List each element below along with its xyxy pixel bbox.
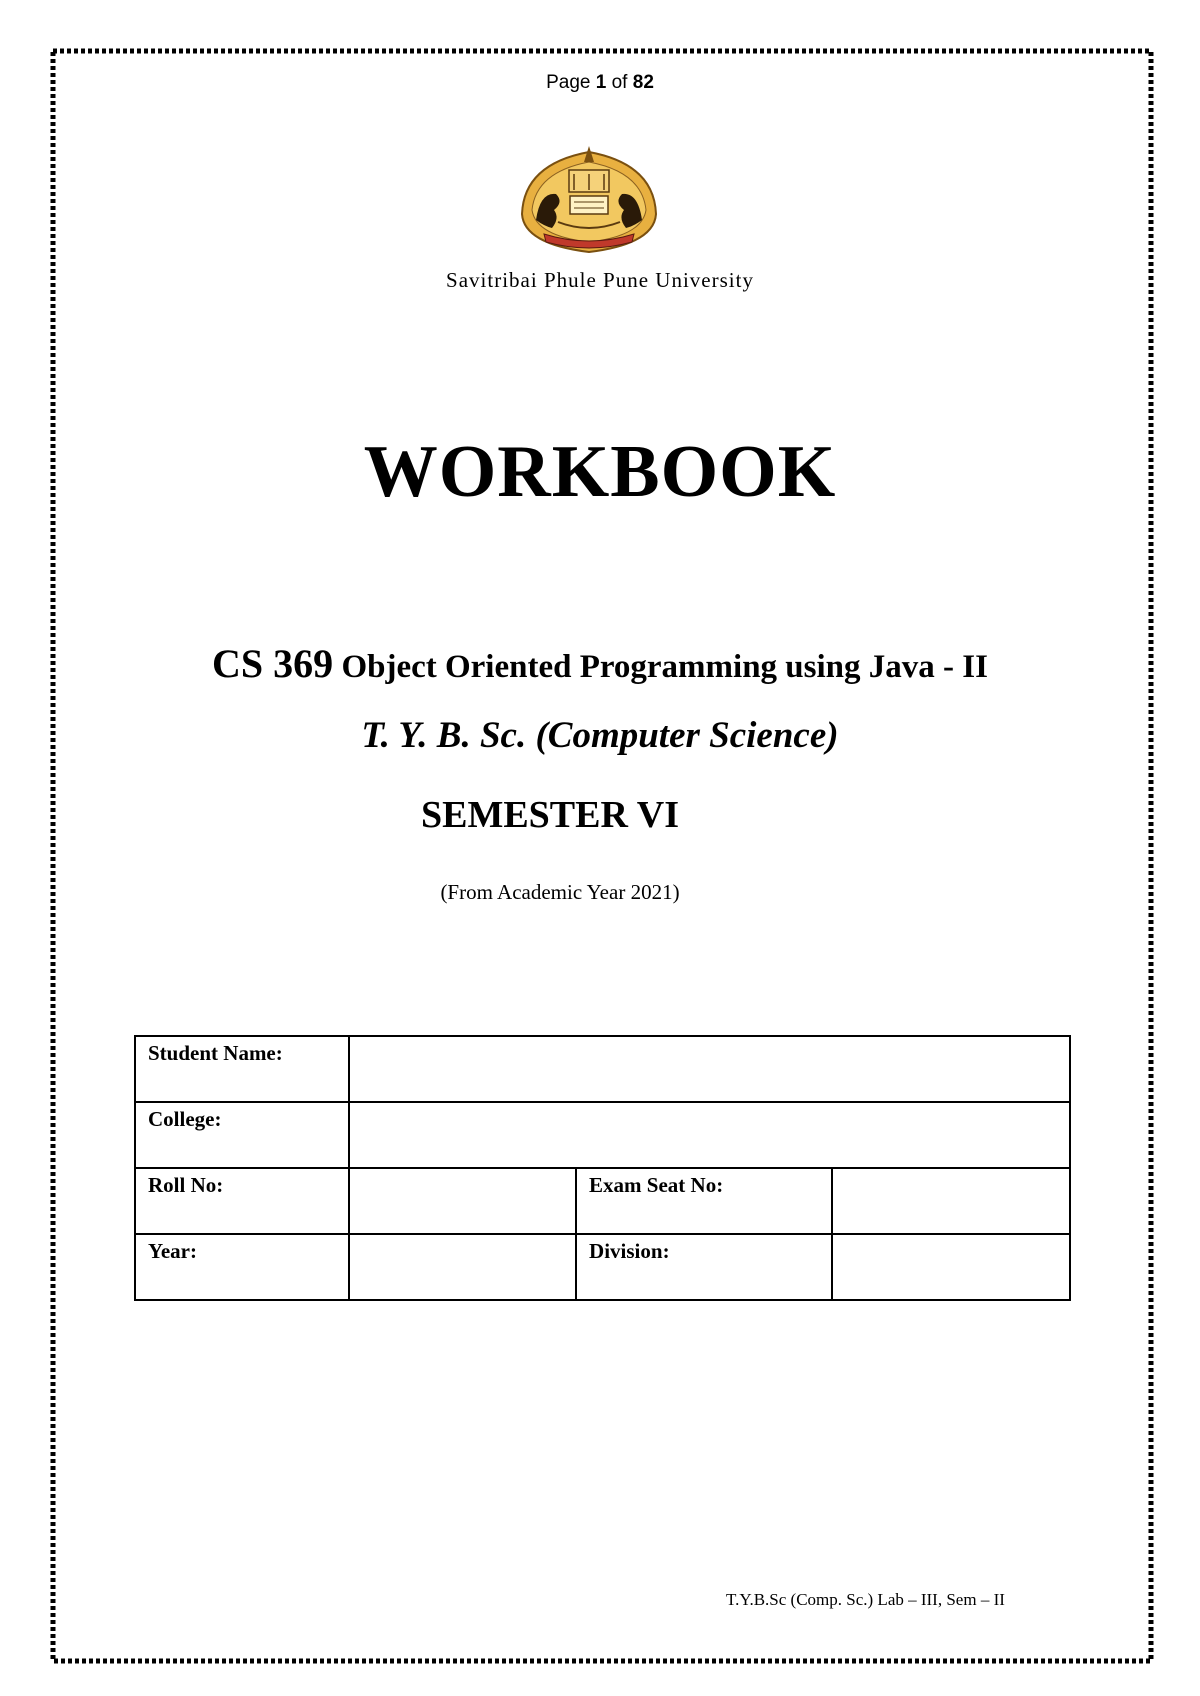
page-of: of	[611, 72, 628, 93]
page-footer: T.Y.B.Sc (Comp. Sc.) Lab – III, Sem – II	[726, 1590, 1005, 1609]
university-name: Savitribai Phule Pune University	[446, 268, 754, 292]
exam-seat-label: Exam Seat No:	[576, 1168, 832, 1234]
student-name-label: Student Name:	[135, 1036, 349, 1102]
division-label: Division:	[576, 1234, 832, 1300]
course-title	[0, 640, 1200, 687]
page-current: 1	[595, 72, 607, 93]
page-label: Page	[546, 72, 591, 93]
exam-seat-field[interactable]	[832, 1168, 1070, 1234]
page-total: 82	[632, 72, 654, 93]
table-row	[135, 1234, 1070, 1300]
roll-no-field[interactable]	[349, 1168, 576, 1234]
page-number	[0, 72, 1200, 94]
student-info-table	[134, 1035, 1071, 1301]
semester-label: SEMESTER VI	[420, 794, 679, 836]
year-label: Year:	[135, 1234, 349, 1300]
table-row	[135, 1102, 1070, 1168]
college-label: College:	[135, 1102, 349, 1168]
university-seal-icon	[514, 144, 664, 256]
table-row	[135, 1168, 1070, 1234]
document-title: WORKBOOK	[363, 431, 837, 513]
year-field[interactable]	[349, 1234, 576, 1300]
roll-no-label: Roll No:	[135, 1168, 349, 1234]
academic-year: (From Academic Year 2021)	[440, 880, 680, 904]
division-field[interactable]	[832, 1234, 1070, 1300]
program-name: T. Y. B. Sc. (Computer Science)	[361, 715, 839, 756]
college-field[interactable]	[349, 1102, 1070, 1168]
course-name: Object Oriented Programming using Java - II	[341, 649, 988, 685]
student-name-field[interactable]	[349, 1036, 1070, 1102]
table-row	[135, 1036, 1070, 1102]
course-code: CS 369	[212, 641, 334, 686]
